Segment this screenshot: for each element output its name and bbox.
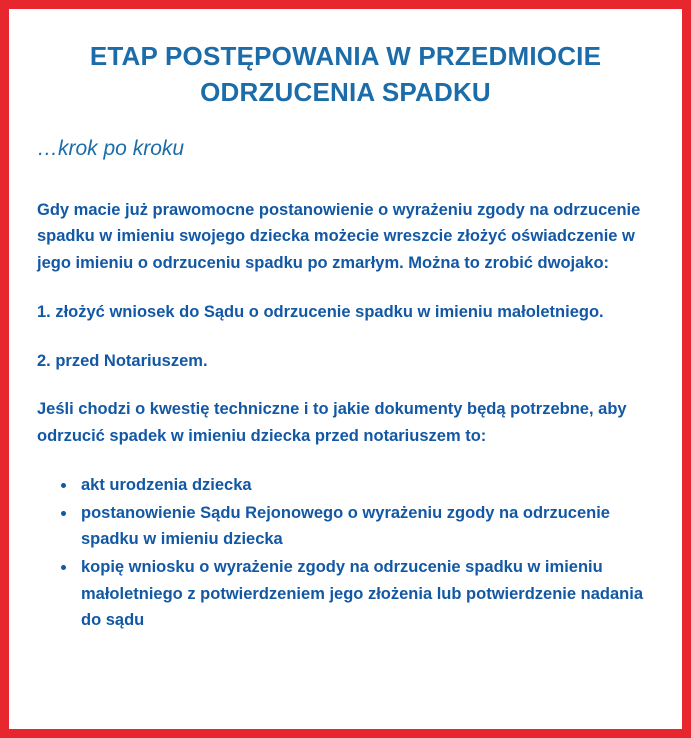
documents-list — [37, 472, 656, 634]
page-title: ETAP POSTĘPOWANIA W PRZEDMIOCIE ODRZUCENIA SPADKU — [89, 41, 602, 107]
paragraph-option-2: 2. przed Notariuszem. — [37, 351, 208, 370]
body-content — [37, 197, 656, 634]
list-item: • postanowienie Sądu Rejonowego o wyrażeniu zgody na odrzucenie spadku w imieniu dziecka — [77, 500, 656, 553]
list-item: • kopię wniosku o wyrażenie zgody na odrzucenie spadku w imieniu małoletniego z potwierdzeniem jego złożenia lub potwierdzenie nadania do sądu — [77, 554, 656, 634]
paragraph-intro: Gdy macie już prawomocne postanowienie o wyrażeniu zgody na odrzucenie spadku w imieniu swojego dziecka możecie wreszcie złożyć oświadczenie w jego imieniu o odrzuceniu spadku po zmarłym. Można to zrobić dwojako: — [37, 200, 641, 273]
paragraph-documents-intro: Jeśli chodzi o kwestię techniczne i to jakie dokumenty będą potrzebne, aby odrzucić spadek w imieniu dziecka przed notariuszem to: — [37, 400, 627, 446]
list-item: • akt urodzenia dziecka — [77, 472, 656, 499]
subtitle: …krok po kroku — [37, 136, 185, 160]
paragraph-option-1: 1. złożyć wniosek do Sądu o odrzucenie spadku w imieniu małoletniego. — [37, 302, 604, 321]
